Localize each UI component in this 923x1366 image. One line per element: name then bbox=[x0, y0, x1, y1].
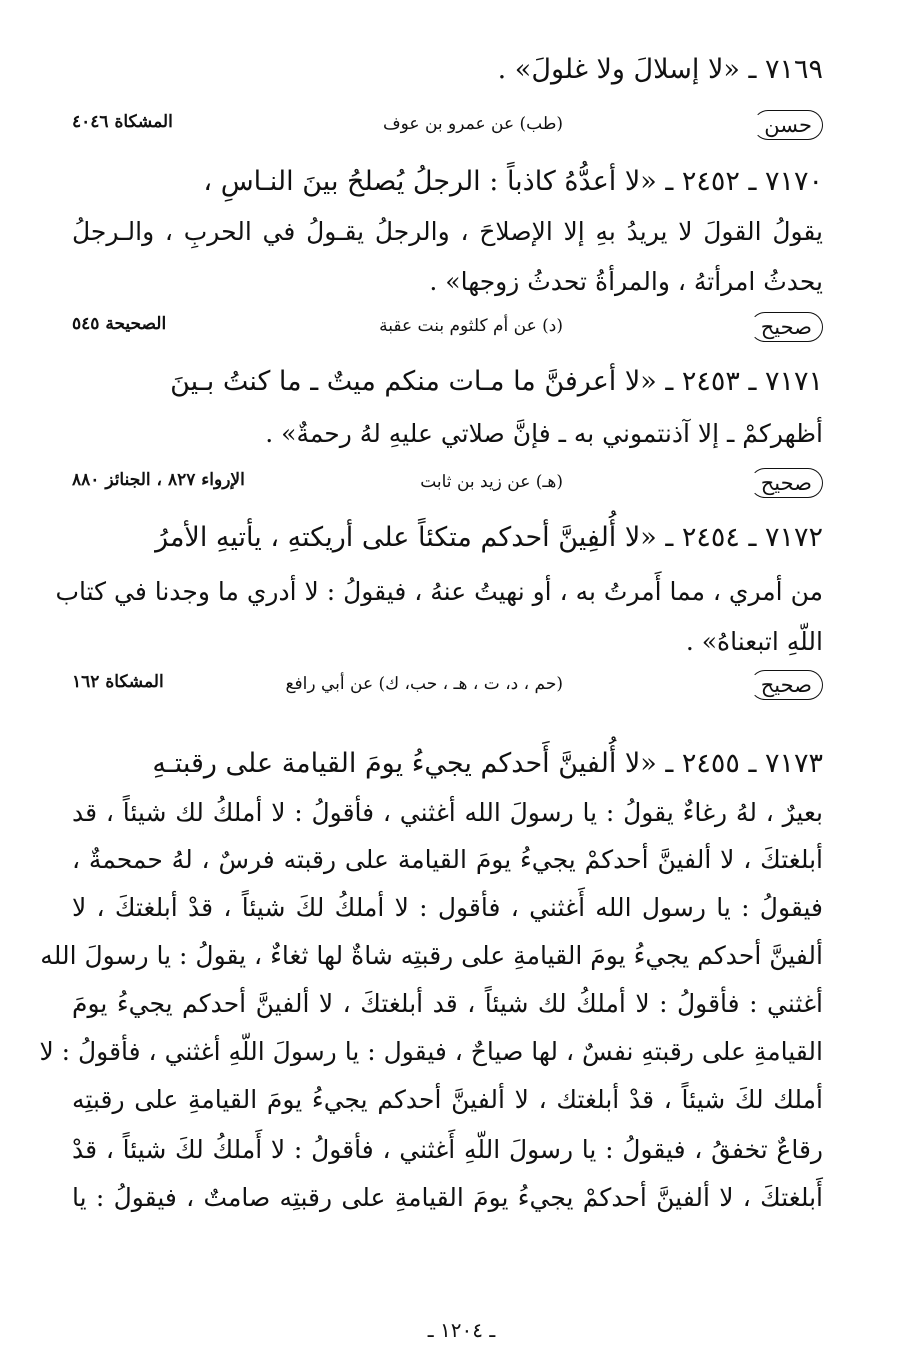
source-attribution: (طب) عن عمرو بن عوف bbox=[383, 114, 563, 134]
hadith-7173-line: القيامةِ على رقبتهِ نفسٌ ، لها صياحٌ ، فيقول : يا رسولَ اللّهِ أغثني ، فأقولُ : لا bbox=[39, 1037, 823, 1066]
cross-reference: الإرواء ٨٢٧ ، الجنائز ٨٨٠ bbox=[72, 470, 245, 490]
hadith-7173-line: أغثني : فأقولُ : لا أملكُ لك شيئاً ، قد أبلغتكَ ، لا ألفينَّ أحدكم يجيءُ يومَ bbox=[72, 989, 823, 1018]
cross-reference: المشكاة ٤٠٤٦ bbox=[72, 112, 173, 132]
source-attribution: (حم ، د، ت ، هـ ، حب، ك) عن أبي رافع bbox=[285, 674, 563, 694]
hadith-7169-meta bbox=[72, 112, 823, 146]
hadith-7173-line: أَبلغتكَ ، لا ألفينَّ أحدكمْ يجيءُ يومَ القيامةِ على رقبتِه صامتٌ ، فيقولُ : يا bbox=[72, 1183, 823, 1212]
source-attribution: (د) عن أم كلثوم بنت عقبة bbox=[379, 316, 563, 336]
hadith-7171-meta bbox=[72, 470, 823, 504]
grade-badge: صحيح bbox=[750, 468, 823, 498]
hadith-7173-line: رقاعٌ تخفقُ ، فيقولُ : يا رسولَ اللّهِ أَغثني ، فأقولُ : لا أَملكُ لكَ شيئاً ، قدْ bbox=[72, 1135, 823, 1164]
hadith-7173-line: أملك لكَ شيئاً ، قدْ أبلغتك ، لا ألفينَّ أحدكم يجيءُ يومَ القيامةِ على رقبتِه bbox=[72, 1085, 823, 1114]
hadith-7173-line: بعيرٌ ، لهُ رغاءٌ يقولُ : يا رسولَ الله أغثني ، فأقولُ : لا أملكُ لك شيئاً ، قد bbox=[72, 798, 823, 827]
page-number: ـ ١٢٠٤ ـ bbox=[427, 1318, 496, 1342]
grade-badge: صحيح bbox=[750, 670, 823, 700]
hadith-7169-heading: ٧١٦٩ ـ «لا إسلالَ ولا غلولَ» . bbox=[497, 54, 823, 85]
hadith-7171-heading: ٧١٧١ ـ ٢٤٥٣ ـ «لا أعرفنَّ ما مـات منكم ميتٌ ـ ما كنتُ بـينَ bbox=[170, 366, 823, 397]
hadith-7170-line: يحدثُ امرأتهُ ، والمرأةُ تحدثُ زوجها» . bbox=[429, 267, 823, 296]
hadith-7170-heading: ٧١٧٠ ـ ٢٤٥٢ ـ «لا أعدُّهُ كاذباً : الرجلُ يُصلحُ بينَ النـاسِ ، bbox=[203, 166, 823, 197]
hadith-7170-line: يقولُ القولَ لا يريدُ بهِ إلا الإصلاحَ ، والرجلُ يقـولُ في الحربِ ، والـرجلُ bbox=[72, 217, 823, 246]
hadith-7173-line: ألفينَّ أحدكم يجيءُ يومَ القيامةِ على رقبتِه شاةٌ لها ثغاءٌ ، يقولُ : يا رسولَ الله bbox=[40, 941, 823, 970]
hadith-7172-line: اللّهِ اتبعناهُ» . bbox=[685, 627, 823, 656]
hadith-7173-line: فيقولُ : يا رسول الله أَغثني ، فأقول : لا أملكُ لكَ شيئاً ، قدْ أبلغتكَ ، لا bbox=[72, 893, 823, 922]
hadith-7172-line: من أمري ، مما أَمرتُ به ، أو نهيتُ عنهُ ، فيقولُ : لا أدري ما وجدنا في كتاب bbox=[55, 577, 823, 606]
hadith-7171-line: أظهركمْ ـ إلا آذنتموني به ـ فإنَّ صلاتي عليهِ لهُ رحمةٌ» . bbox=[265, 419, 823, 448]
hadith-7173-heading: ٧١٧٣ ـ ٢٤٥٥ ـ «لا أُلفينَّ أَحدكم يجيءُ يومَ القيامة على رقبتـهِ bbox=[152, 748, 823, 779]
hadith-7172-meta bbox=[72, 672, 823, 706]
hadith-7170-meta bbox=[72, 314, 823, 348]
cross-reference: الصحيحة ٥٤٥ bbox=[72, 314, 167, 334]
source-attribution: (هـ) عن زيد بن ثابت bbox=[420, 472, 563, 492]
hadith-7173-line: أبلغتكَ ، لا ألفينَّ أحدكمْ يجيءُ يومَ القيامة على رقبته فرسٌ ، لهُ حمحمةٌ ، bbox=[72, 845, 823, 874]
hadith-7172-heading: ٧١٧٢ ـ ٢٤٥٤ ـ «لا أُلفِينَّ أحدكم متكئاً على أريكتهِ ، يأتيهِ الأمرُ bbox=[155, 522, 823, 553]
grade-badge: صحيح bbox=[750, 312, 823, 342]
cross-reference: المشكاة ١٦٢ bbox=[72, 672, 164, 692]
grade-badge: حسن bbox=[753, 110, 823, 140]
